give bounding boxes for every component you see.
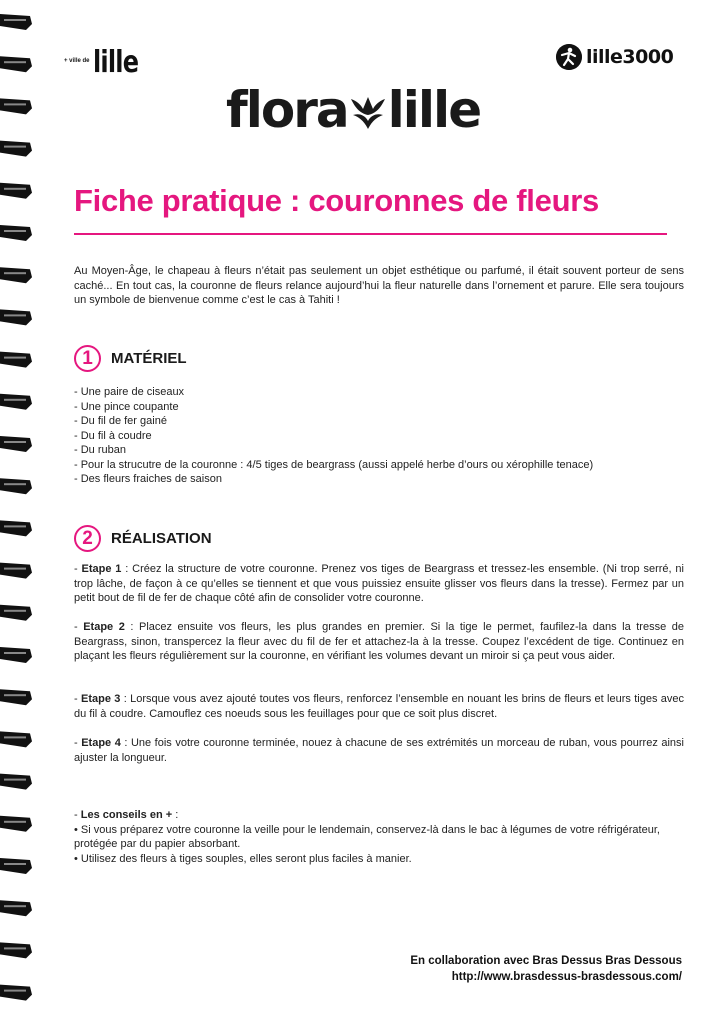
step-label: Etape 2	[83, 621, 125, 633]
binding-ring-highlight	[4, 272, 26, 274]
list-item: - Du ruban	[74, 444, 126, 456]
binding-ring-highlight	[4, 441, 26, 443]
tips-heading: - Les conseils en + :	[74, 809, 179, 821]
binding-ring-highlight	[4, 314, 26, 316]
binding-ring-highlight	[4, 61, 26, 63]
step-label: Etape 4	[81, 737, 121, 749]
footer-credits	[410, 953, 682, 985]
binding-ring-highlight	[4, 483, 26, 485]
step-2: - Etape 2 : Placez ensuite vos fleurs, les plus grandes en premier. Si la tige le permet, faufilez-la dans la tresse de Beargrass, sinon, transpercez la fleur avec du fil de fer et attachez-la à la tresse. Coupez l’excédent de tige. Continuez en plaçant les fleurs régulièrement sur la couronne, en vérifiant les volumes devant un miroir si ça peut vous aider.	[74, 621, 684, 662]
ville-de-lille-logo	[64, 44, 149, 78]
list-item: - Du fil à coudre	[74, 429, 152, 442]
binding-ring	[0, 985, 32, 1001]
section-number-badge: 1	[74, 345, 101, 372]
binding-ring-highlight	[4, 146, 26, 148]
binding-ring-highlight	[4, 990, 26, 992]
step-4: - Etape 4 : Une fois votre couronne terminée, nouez à chacune de ses extrémités un morceau de ruban, vous pourrez ainsi ajuster la longueur.	[74, 737, 684, 764]
binding-ring	[0, 520, 32, 536]
collaboration-text: En collaboration avec Bras Dessus Bras Dessous	[410, 955, 682, 967]
binding-ring-highlight	[4, 230, 26, 232]
tip-item: • Utilisez des fleurs à tiges souples, elles seront plus faciles à manier.	[74, 852, 412, 865]
step-label: Etape 3	[81, 693, 121, 705]
ville-de-label: + ville de	[64, 58, 90, 64]
title-divider	[74, 233, 667, 235]
list-item: - Du fil de fer gainé	[74, 415, 167, 427]
binding-ring-highlight	[4, 610, 26, 612]
binding-ring	[0, 942, 32, 958]
binding-ring-highlight	[4, 19, 26, 21]
binding-ring-highlight	[4, 694, 26, 696]
tips-block	[74, 808, 684, 866]
binding-ring	[0, 394, 32, 410]
section-title: RÉALISATION	[111, 530, 212, 547]
binding-ring	[0, 647, 32, 663]
list-item: - Une pince coupante	[74, 400, 179, 413]
partner-url[interactable]: http://www.brasdessus-brasdessous.com/	[451, 971, 682, 983]
binding-ring-highlight	[4, 863, 26, 865]
page-title: Fiche pratique : couronnes de fleurs	[74, 183, 599, 218]
binding-ring-highlight	[4, 399, 26, 401]
lille-logo-text: lille	[92, 45, 138, 80]
binding-ring-highlight	[4, 568, 26, 570]
tulip-icon	[349, 93, 387, 133]
binding-ring	[0, 267, 32, 283]
binding-ring-highlight	[4, 779, 26, 781]
tips-suffix: :	[172, 809, 179, 821]
binding-ring-highlight	[4, 188, 26, 190]
binding-ring	[0, 98, 32, 114]
binding-ring-highlight	[4, 821, 26, 823]
binding-ring	[0, 478, 32, 494]
binding-ring	[0, 858, 32, 874]
binding-ring-highlight	[4, 525, 26, 527]
binding-ring-highlight	[4, 905, 26, 907]
intro-paragraph: Au Moyen-Âge, le chapeau à fleurs n’était pas seulement un objet esthétique ou parfumé, il était souvent porteur de sens caché... En tout cas, la couronne de fleurs relance aujourd’hui la fleur naturelle dans l’ornement et parure. Elle sera toujours un symbole de bienvenue comme c’est le cas à Tahiti !	[74, 265, 684, 306]
binding-ring	[0, 225, 32, 241]
lille-text: lille	[387, 81, 481, 139]
spiral-binding	[0, 0, 44, 1024]
binding-ring	[0, 605, 32, 621]
section-materiel-heading	[74, 345, 187, 372]
binding-ring	[0, 731, 32, 747]
floralille-logo	[226, 80, 480, 140]
lille3000-logo	[556, 44, 673, 70]
section-title: MATÉRIEL	[111, 350, 187, 367]
binding-ring	[0, 352, 32, 368]
dancer-icon	[556, 44, 582, 70]
binding-ring-highlight	[4, 736, 26, 738]
binding-ring	[0, 436, 32, 452]
binding-ring	[0, 14, 32, 30]
lille3000-text: lille3000	[586, 46, 674, 68]
binding-ring	[0, 689, 32, 705]
step-1: - Etape 1 : Créez la structure de votre couronne. Prenez vos tiges de Beargrass et tressez-les ensemble. (Ni trop serré, ni trop lâche, de façon à ce qu’elles se tiennent et que vous puissiez ensuite glisser vos fleurs dans la tresse). Fermez par un petit bout de fil de fer de chaque côté afin de consolider votre couronne.	[74, 563, 684, 604]
list-item: - Des fleurs fraiches de saison	[74, 473, 222, 485]
binding-ring	[0, 183, 32, 199]
list-item: - Une paire de ciseaux	[74, 386, 185, 398]
binding-ring	[0, 816, 32, 832]
step-text: : Créez la structure de votre couronne. Prenez vos tiges de Beargrass et tressez-les ensemble. (Ni trop serré, ni trop lâche, de façon à ce qu’elles se tiennent et que vous puissiez ensuite glisser vos fleurs dans la tresse). Fermez par un petit bout de fil de fer de chaque côté afin de consolider votre couronne.	[74, 563, 684, 604]
binding-ring-highlight	[4, 103, 26, 105]
tips-label: Les conseils en +	[80, 809, 173, 821]
step-text: : Lorsque vous avez ajouté toutes vos fleurs, renforcez l’ensemble en nouant les brins de fleurs et leurs tiges avec du fil à coudre. Camouflez ces noeuds sous les feuillages pour que ce soit plus discret.	[74, 693, 684, 720]
step-text: : Une fois votre couronne terminée, nouez à chacune de ses extrémités un morceau de ruban, vous pourrez ainsi ajuster la longueur.	[74, 737, 684, 764]
binding-ring	[0, 774, 32, 790]
binding-ring	[0, 56, 32, 72]
step-3: - Etape 3 : Lorsque vous avez ajouté toutes vos fleurs, renforcez l’ensemble en nouant les brins de fleurs et leurs tiges avec du fil à coudre. Camouflez ces noeuds sous les feuillages pour que ce soit plus discret.	[74, 693, 684, 720]
tip-item: • Si vous préparez votre couronne la veille pour le lendemain, conservez-là dans le bac à légumes de votre réfrigérateur, protégée par du papier absorbant.	[74, 823, 660, 850]
binding-ring	[0, 900, 32, 916]
section-realisation-heading	[74, 525, 212, 552]
binding-ring-highlight	[4, 357, 26, 359]
binding-ring	[0, 141, 32, 157]
binding-ring-highlight	[4, 947, 26, 949]
materials-list	[74, 385, 593, 487]
step-label: Etape 1	[81, 563, 122, 575]
list-item: - Pour la strucutre de la couronne : 4/5 tiges de beargrass (aussi appelé herbe d’ours ou xérophille tenace)	[74, 458, 594, 471]
binding-ring	[0, 563, 32, 579]
section-number-badge: 2	[74, 525, 101, 552]
binding-ring-highlight	[4, 652, 26, 654]
flora-text: flora	[226, 81, 348, 139]
step-text: : Placez ensuite vos fleurs, les plus grandes en premier. Si la tige le permet, faufilez-la dans la tresse de Beargrass, sinon, transpercez la fleur avec du fil de fer et attachez-la à la tresse. Coupez l’excédent de tige. Continuez en plaçant les fleurs régulièrement sur la couronne, en vérifiant les volumes devant un miroir si ça peut vous aider.	[74, 621, 684, 662]
binding-ring	[0, 309, 32, 325]
